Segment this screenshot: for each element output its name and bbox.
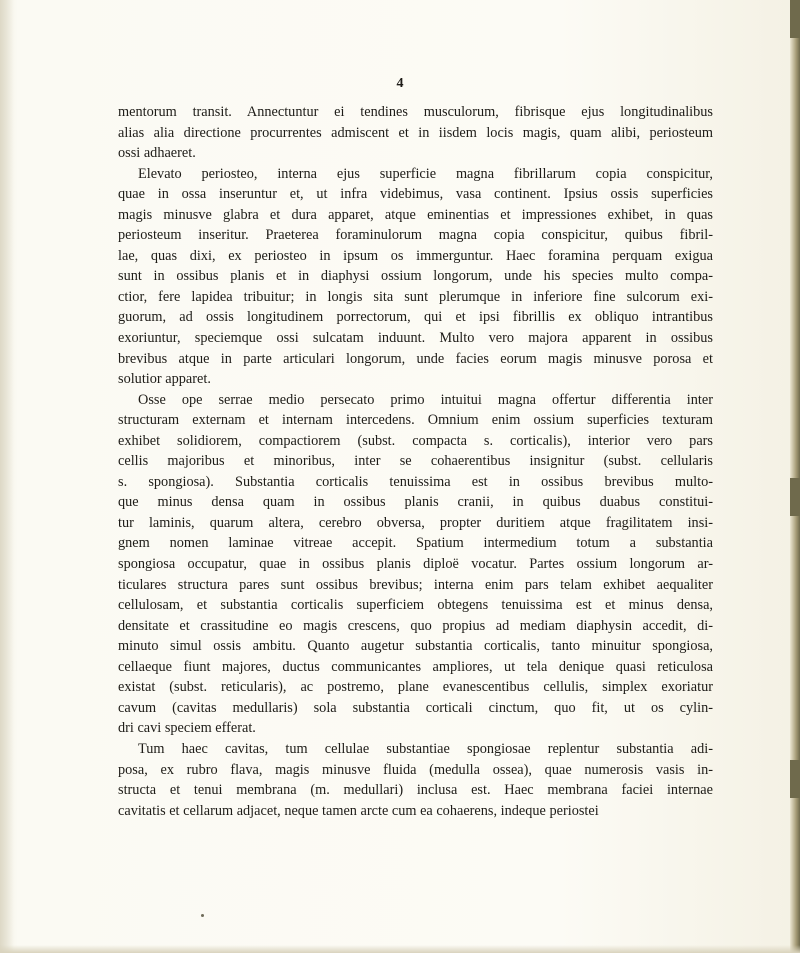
text-line: mentorum transit. Annectuntur ei tendines musculorum, fibrisque ejus longitudinalibus xyxy=(118,104,713,120)
text-line: Tum haec cavitas, tum cellulae substantiae spongiosae replentur substantia adi- xyxy=(138,740,713,757)
text-line: cavum (cavitas medullaris) sola substantia corticali cinctum, quo fit, ut os cylin- xyxy=(118,699,713,716)
text-line: gnem nomen laminae vitreae accepit. Spatium intermedium totum a substantia xyxy=(118,535,713,552)
text-line: ctior, fere lapidea tribuitur; in longis sita sunt plerumque in inferiore fine sulcorum exi- xyxy=(118,288,713,305)
text-line: sunt in ossibus planis et in diaphysi ossium longorum, unde his species multo compa- xyxy=(118,268,713,285)
text-line: s. spongiosa). Substantia corticalis tenuissima est in ossibus brevibus multo- xyxy=(118,473,713,490)
text-line: magis minusve glabra et dura apparet, atque eminentias et impressiones exhibet, in quas xyxy=(118,206,713,223)
text-line: periosteum inseritur. Praeterea foraminulorum magna copia conspicitur, quibus fibril- xyxy=(118,227,713,244)
text-line: ticulares structura pares sunt ossibus brevibus; interna enim pars telam exhibet aequaliter xyxy=(118,576,713,593)
text-line: dri cavi speciem efferat. xyxy=(118,720,256,737)
text-line: brevibus atque in parte articulari longorum, unde facies eorum magis minusve porosa et xyxy=(118,350,713,367)
text-line: guorum, ad ossis longitudinem porrectorum, qui et ipsi fibrillis ex obliquo intrantibus xyxy=(118,309,713,326)
page-edge xyxy=(790,0,800,953)
text-line: tur laminis, quarum altera, cerebro obversa, propter duritiem atque fragilitatem insi- xyxy=(118,514,713,531)
body-text xyxy=(118,102,713,821)
page-gutter-shadow xyxy=(0,0,14,953)
text-line: cellulosam, et substantia corticalis superficiem obtegens tenuissima est et minus densa, xyxy=(118,597,713,614)
text-line: que minus densa quam in ossibus planis cranii, in quibus duabus constitui- xyxy=(118,494,713,511)
text-line: cellis majoribus et minoribus, inter se cohaerentibus insignitur (subst. cellularis xyxy=(118,453,713,470)
paragraph xyxy=(118,390,713,739)
text-line: alias alia directione procurrentes admiscent et in iisdem locis magis, quam alibi, periosteum xyxy=(118,124,713,141)
text-line: densitate et crassitudine eo magis crescens, quo propius ad mediam diaphysin accedit, di- xyxy=(118,617,713,634)
page-number: 4 xyxy=(396,76,404,91)
paragraph xyxy=(118,102,713,164)
paragraph xyxy=(118,739,713,821)
text-line: existat (subst. reticularis), ac postremo, plane evanescentibus cellulis, simplex exoriatur xyxy=(118,679,713,696)
text-line: structa et tenui membrana (m. medullari) inclusa est. Haec membrana faciei internae xyxy=(118,782,713,799)
paragraph xyxy=(118,164,713,390)
text-line: Elevato periosteo, interna ejus superficie magna fibrillarum copia conspicitur, xyxy=(138,165,713,182)
text-line: cavitatis et cellarum adjacet, neque tamen arcte cum ea cohaerens, indeque periostei xyxy=(118,802,599,819)
text-line: lae, quas dixi, ex periosteo in ipsum os immerguntur. Haec foramina perquam exigua xyxy=(118,247,713,264)
text-line: exoriuntur, speciemque ossi sulcatam induunt. Multo vero majora apparent in ossibus xyxy=(118,330,713,347)
text-line: ossi adhaeret. xyxy=(118,145,196,162)
text-line: posa, ex rubro flava, magis minusve fluida (medulla ossea), quae numerosis vasis in- xyxy=(118,761,713,778)
text-line: spongiosa occupatur, quae in ossibus planis diploë vocatur. Partes ossium longorum ar- xyxy=(118,556,713,573)
ink-speck xyxy=(201,914,204,917)
text-line: solutior apparet. xyxy=(118,371,211,388)
text-line: cellaeque fiunt majores, ductus communicantes ampliores, ut tela denique quasi reticulosa xyxy=(118,658,713,675)
text-line: exhibet solidiorem, compactiorem (subst. compacta s. corticalis), interior vero pars xyxy=(118,432,713,449)
page-bottom-shadow xyxy=(0,945,800,953)
text-line: structuram externam et internam intercedens. Omnium enim ossium superficies texturam xyxy=(118,412,713,429)
page-edge-mark xyxy=(790,760,800,798)
text-line: minuto simul ossis ambitu. Quanto augetur substantia corticalis, tanto minuitur spongiosa, xyxy=(118,638,713,655)
page-edge-mark xyxy=(790,0,800,38)
text-line: Osse ope serrae medio persecato primo intuitui magna offertur differentia inter xyxy=(138,391,713,408)
page-edge-mark xyxy=(790,478,800,516)
text-line: quae in ossa inseruntur et, ut infra videbimus, vasa continent. Ipsius ossis superficies xyxy=(118,186,713,203)
